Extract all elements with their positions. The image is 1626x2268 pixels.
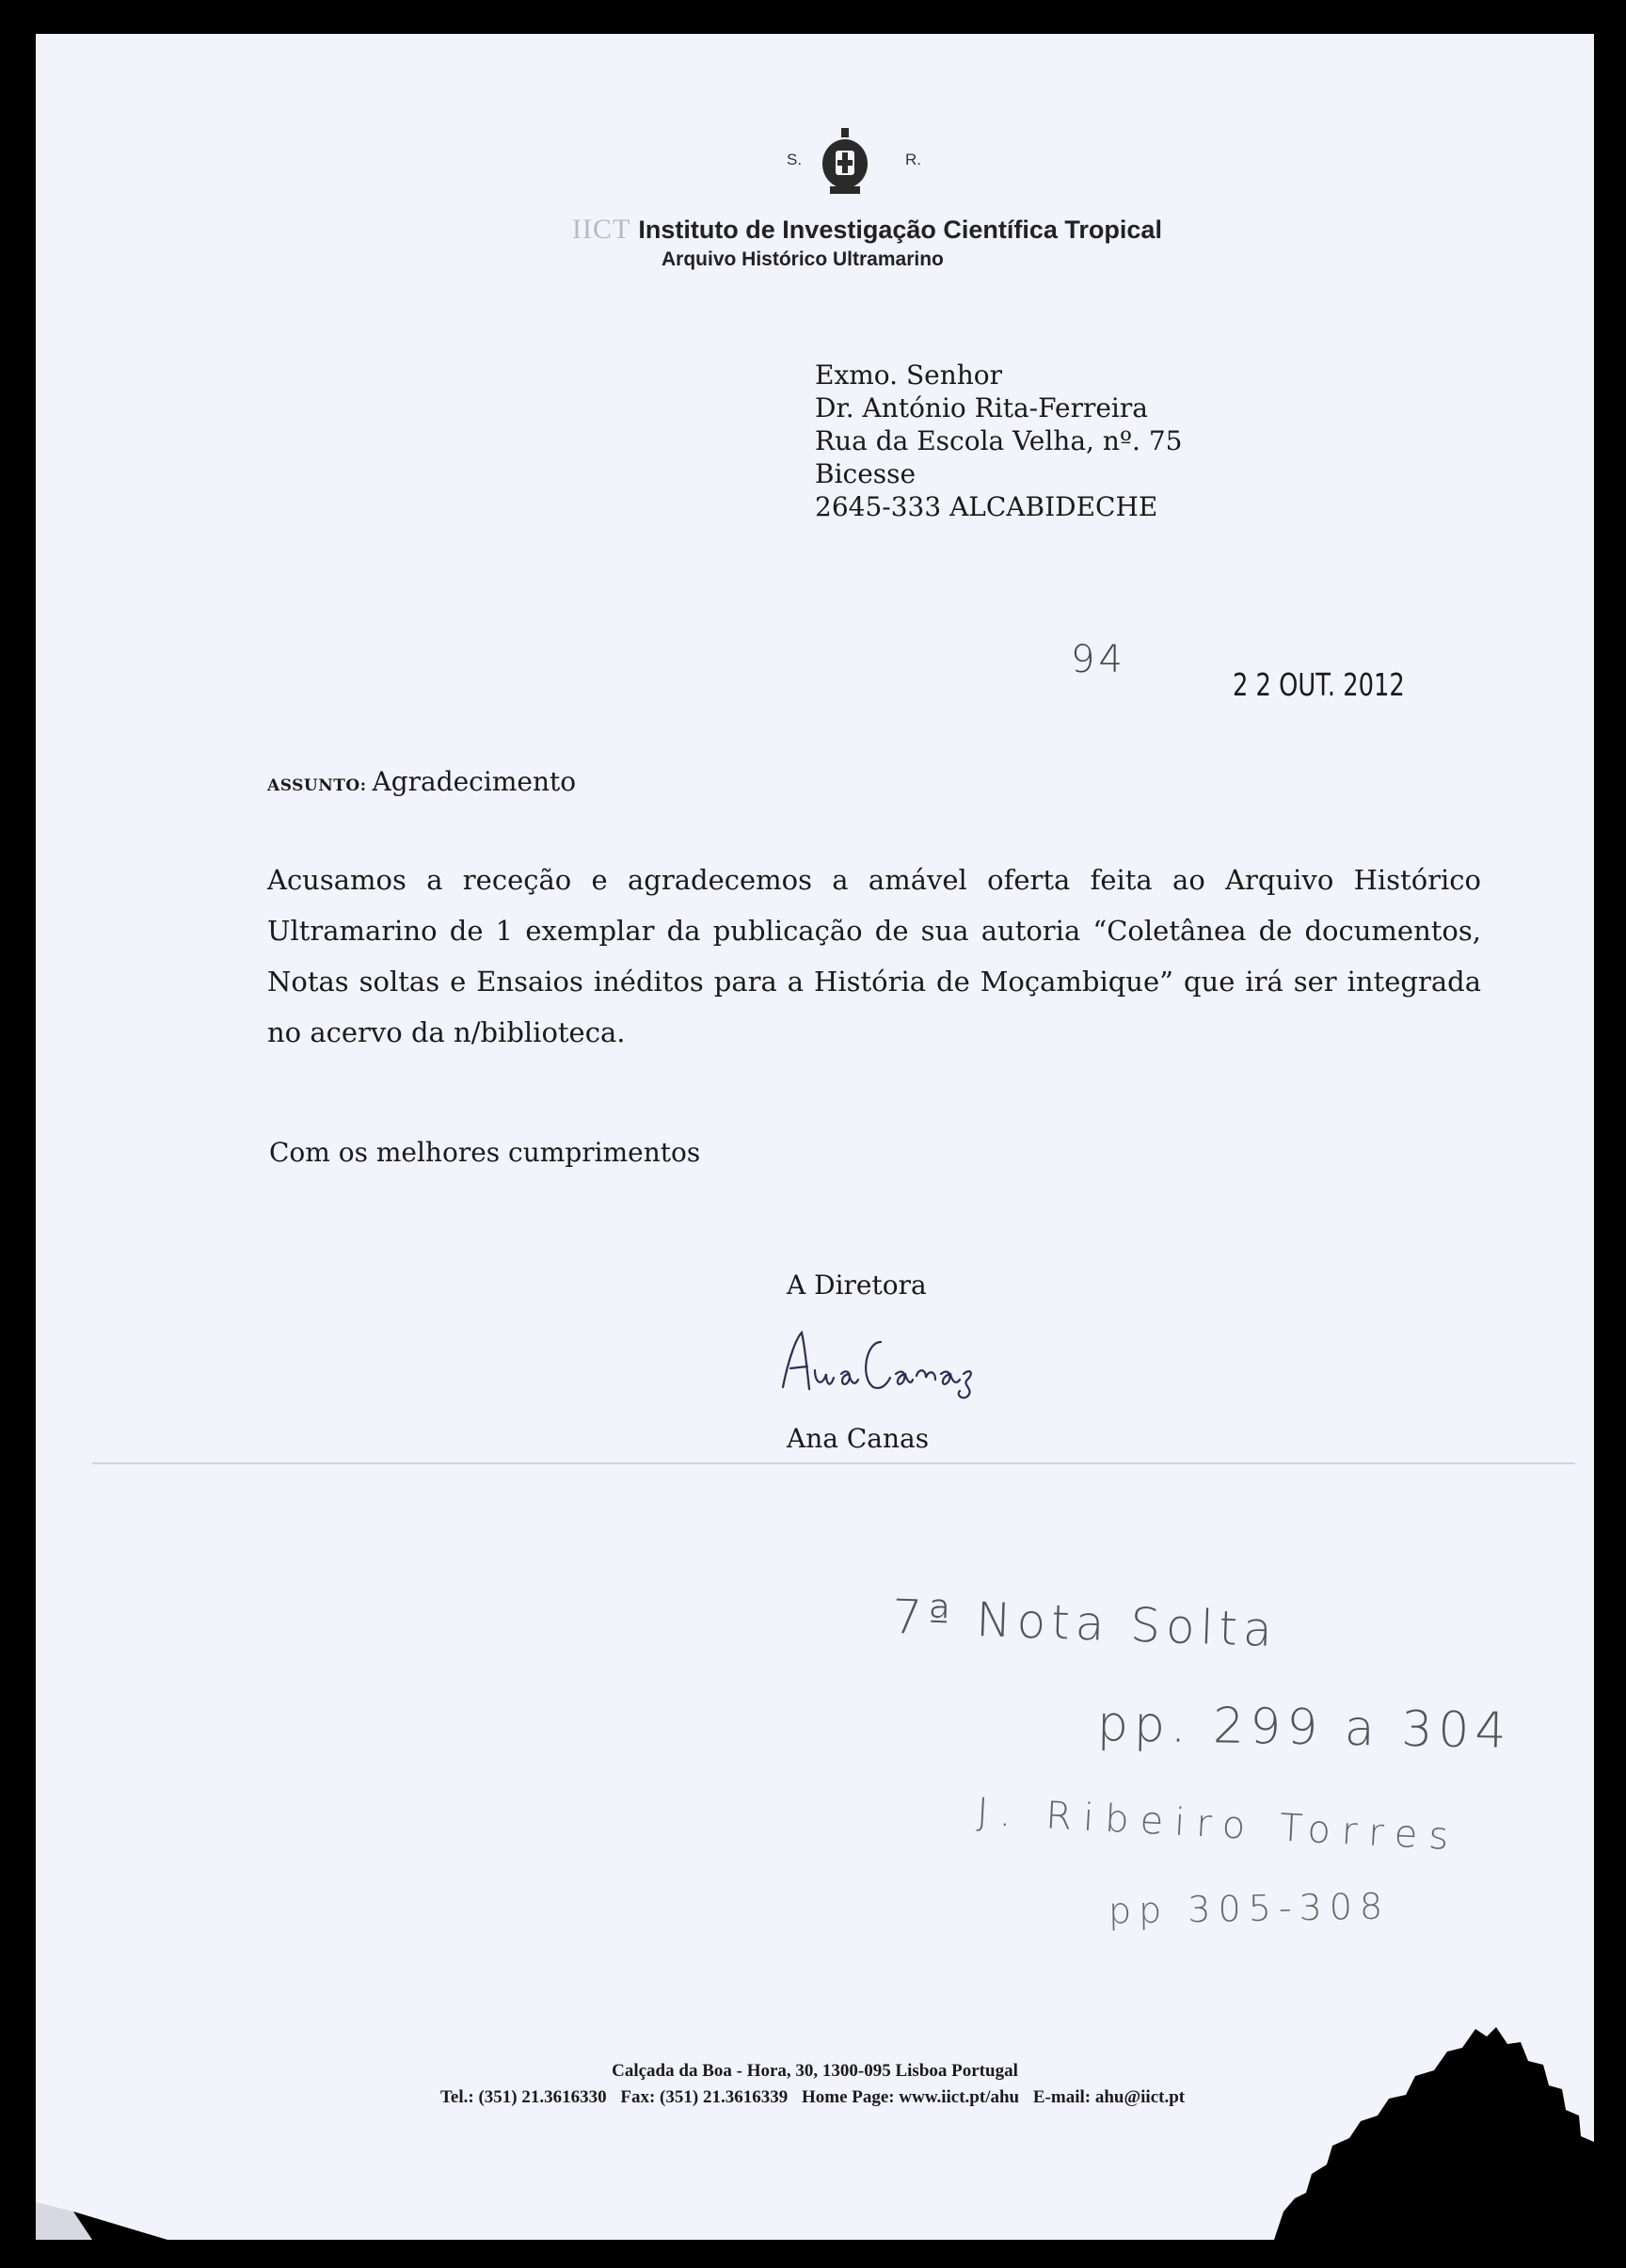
coat-of-arms-logo [817, 126, 873, 201]
footer-tel: Tel.: (351) 21.3616330 [440, 2087, 607, 2107]
recipient-address [815, 359, 1182, 523]
torn-corner [1274, 2023, 1594, 2240]
recipient-line: 2645-333 ALCABIDECHE [815, 491, 1158, 522]
handwritten-note-line: pp. 299 a 304 [1096, 1696, 1513, 1760]
folded-corner [36, 2183, 167, 2240]
recipient-line: Dr. António Rita-Ferreira [815, 392, 1148, 423]
date-stamp: 2 2 OUT. 2012 [1233, 666, 1405, 703]
institute-full-name: Instituto de Investigação Científica Tropical [638, 216, 1162, 244]
recipient-line: Rua da Escola Velha, nº. 75 [815, 425, 1183, 456]
subject-label: ASSUNTO: [267, 776, 367, 795]
signatory-title: A Diretora [787, 1270, 927, 1301]
recipient-line: Bicesse [815, 458, 917, 489]
handwritten-note-line: J. Ribeiro Torres [976, 1790, 1461, 1860]
footer-email: E-mail: ahu@iict.pt [1032, 2087, 1186, 2107]
handwritten-note-line: pp 305-308 [1108, 1885, 1391, 1932]
handwritten-signature [775, 1321, 982, 1406]
subject-text: Agradecimento [372, 766, 577, 797]
letter-page [36, 34, 1594, 2240]
footer-contacts [440, 2087, 1194, 2108]
handwritten-note-line: 7ª Nota Solta [891, 1589, 1279, 1658]
handwritten-reference-number: 94 [1071, 638, 1126, 681]
footer-fax: Fax: (351) 21.3616339 [620, 2087, 789, 2107]
recipient-line: Exmo. Senhor [815, 359, 1003, 391]
footer-homepage: Home Page: www.iict.pt/ahu [801, 2087, 1020, 2107]
letterhead-right-letter: R. [905, 151, 921, 168]
institute-name [572, 214, 1162, 246]
closing-salutation: Com os melhores cumprimentos [269, 1137, 701, 1168]
subject-line [267, 766, 576, 797]
letterhead-left-letter: S. [787, 151, 803, 168]
letter-body: Acusamos a receção e agradecemos a amável oferta feita ao Arquivo Histórico Ultramarino de 1 exemplar da publicação de sua autoria “Coletânea de documentos, Notas soltas e Ensaios inéditos para a História de Moçambique” que irá ser integrada no acervo da n/biblioteca. [267, 864, 1481, 1048]
footer-address: Calçada da Boa - Hora, 30, 1300-095 Lisboa Portugal [612, 2061, 1018, 2081]
institute-abbreviation: IICT [572, 214, 631, 245]
signatory-name: Ana Canas [787, 1423, 930, 1454]
department-name: Arquivo Histórico Ultramarino [662, 248, 944, 270]
